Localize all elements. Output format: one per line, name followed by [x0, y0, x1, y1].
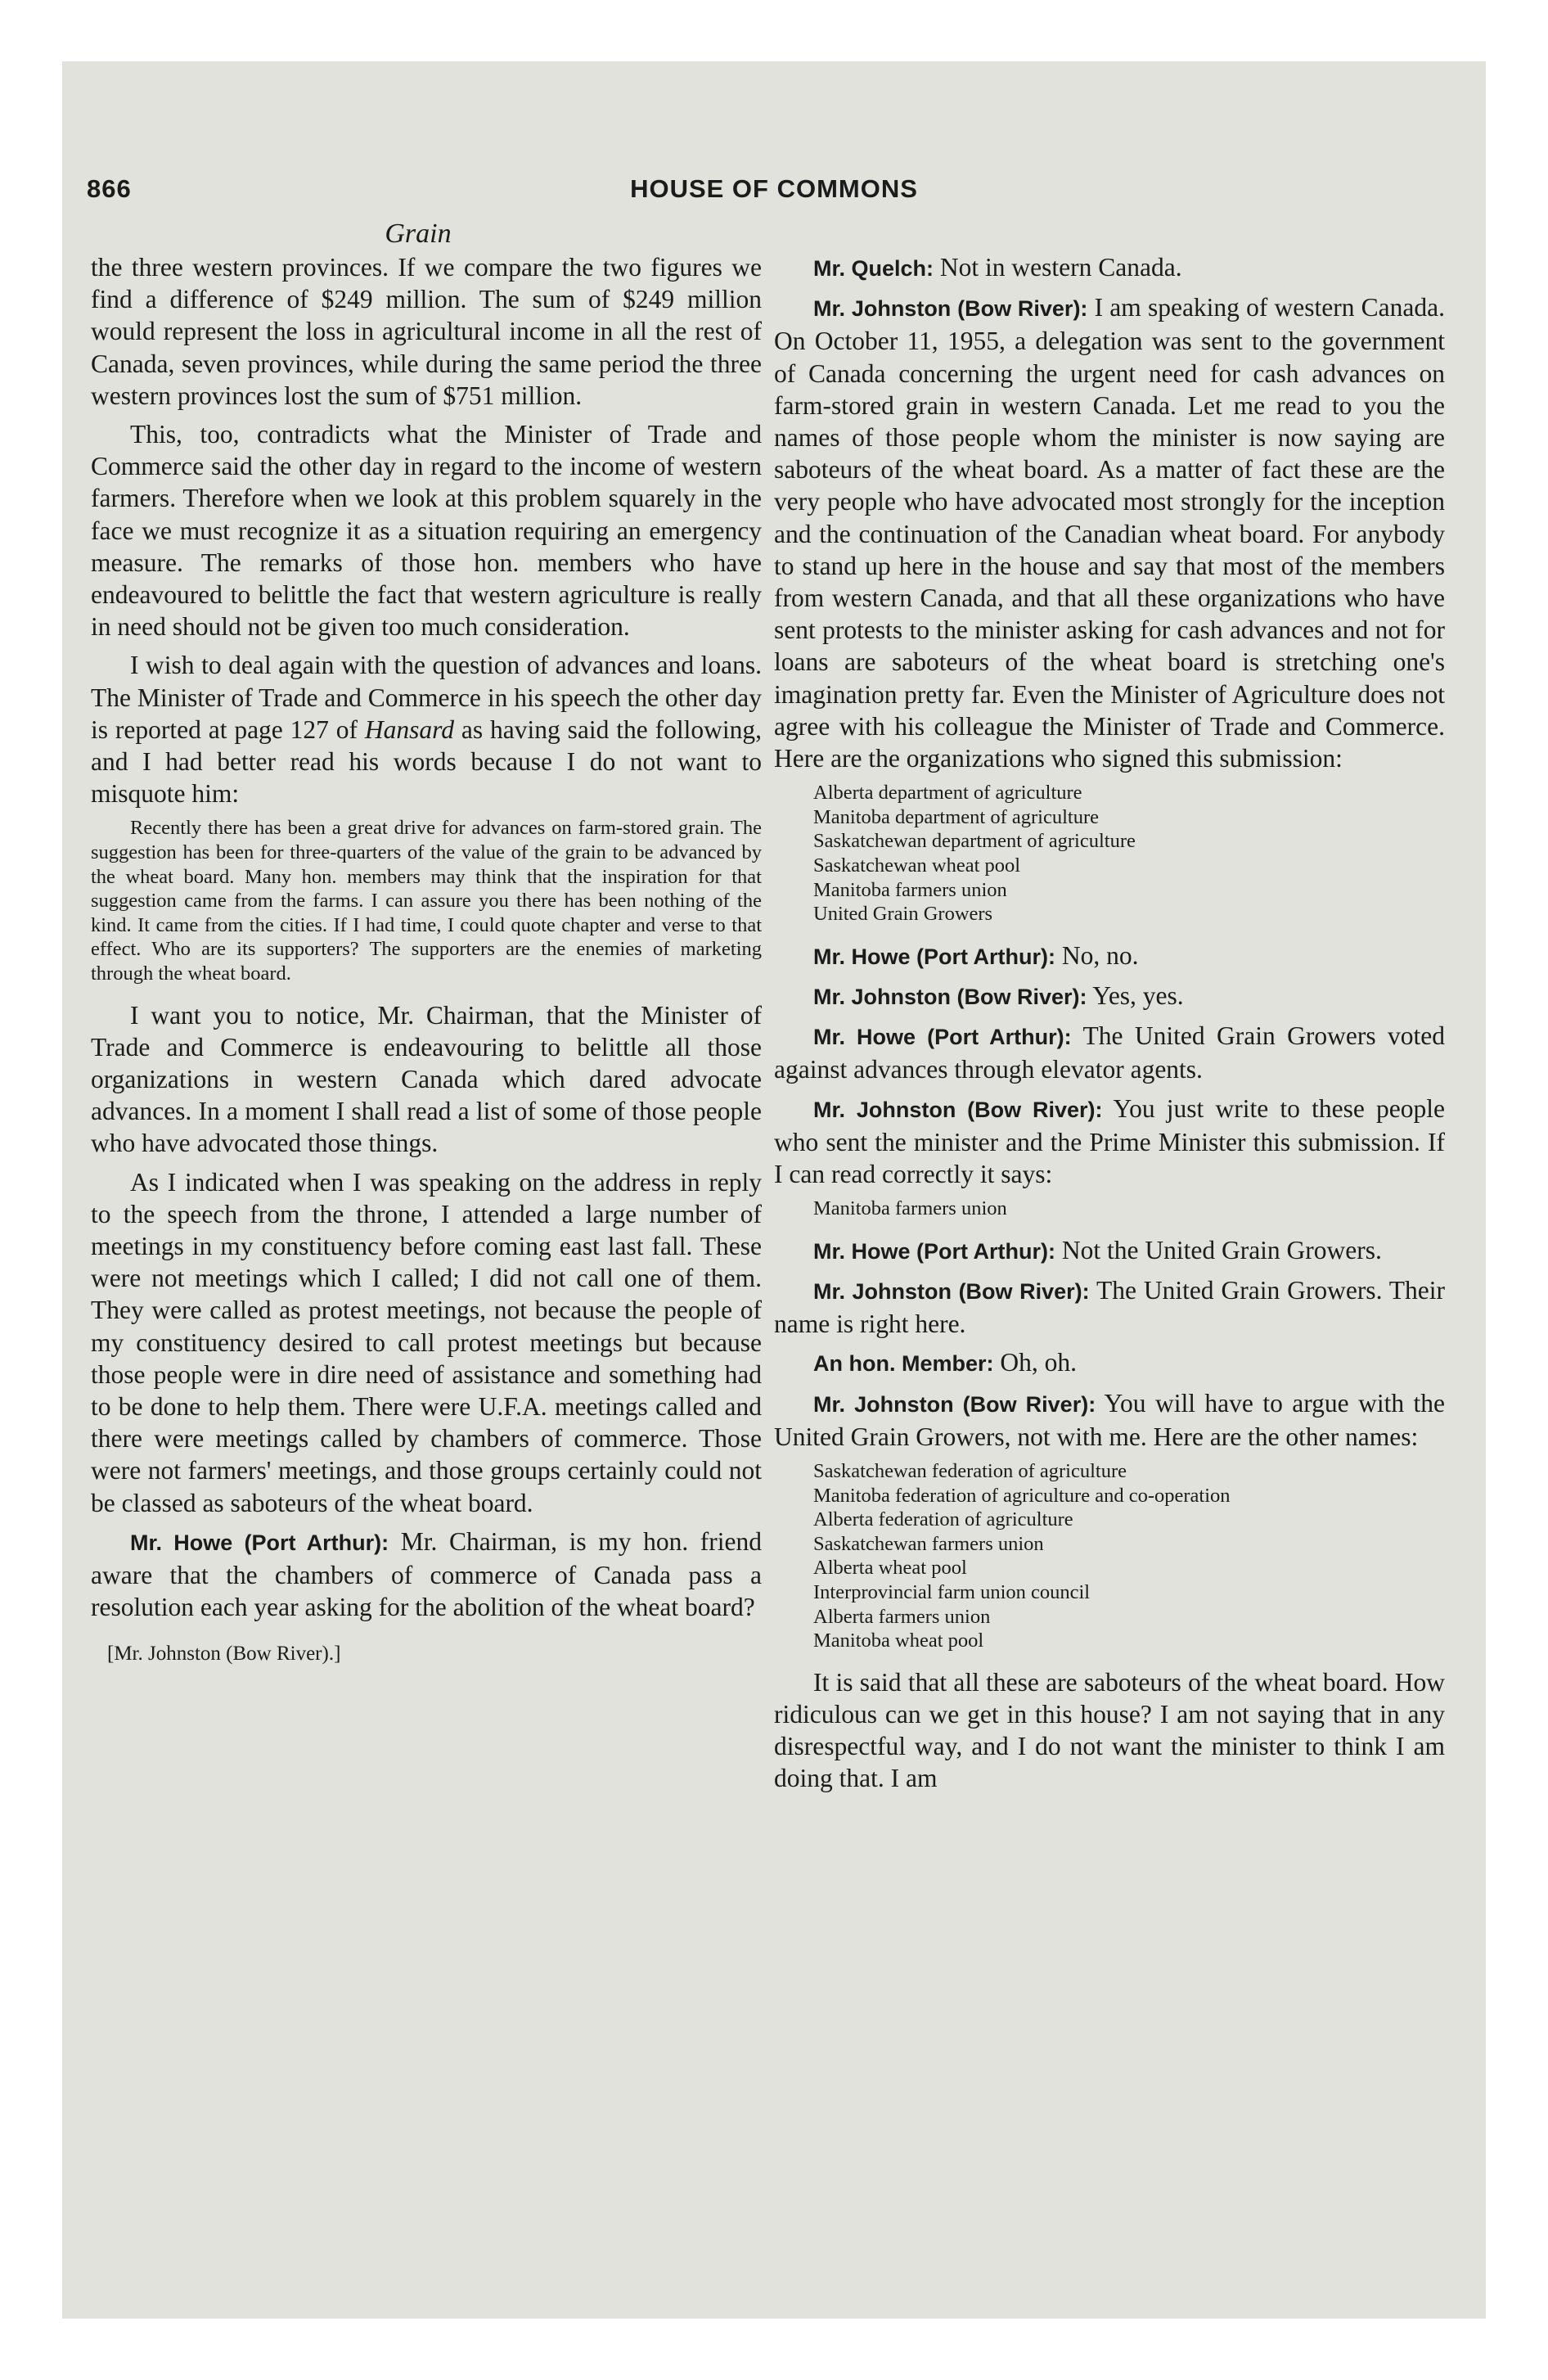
speech-johnston: [774, 1093, 1445, 1191]
list-item: Saskatchewan wheat pool: [813, 854, 1021, 877]
speech-text: Mr. Chairman, is my hon. friend aware that the chambers of commerce of Canada pass a resolution each year asking for the abolition of the wheat board?: [91, 1526, 762, 1622]
speech-text: Not in western Canada.: [934, 253, 1182, 282]
list-item: Manitoba federation of agriculture and co-operation: [813, 1484, 1231, 1507]
list-item: Alberta federation of agriculture: [813, 1508, 1073, 1531]
speaker-name: Mr. Johnston (Bow River):: [813, 985, 1087, 1010]
speech-text: Oh, oh.: [993, 1348, 1077, 1377]
section-title: Grain: [385, 219, 452, 249]
list-item: Saskatchewan department of agriculture: [813, 830, 1136, 853]
list-item: Alberta wheat pool: [813, 1557, 967, 1580]
page-header: [87, 174, 1461, 215]
organization-list: [813, 781, 1445, 926]
list-item: Saskatchewan farmers union: [813, 1532, 1044, 1555]
speaker-name: Mr. Howe (Port Arthur):: [813, 1238, 1055, 1264]
paragraph: It is said that all these are saboteurs of the wheat board. How ridiculous can we get in this house? I am not saying that in any disrespectful way, and I do not want the minister to think I am doing that. I am: [774, 1667, 1445, 1793]
speech-text: You will have to argue with the United Grain Growers, not with me. Here are the other names:: [774, 1388, 1445, 1451]
left-column: [91, 251, 762, 1670]
speech-text: The United Grain Growers voted against advances through elevator agents.: [774, 1021, 1445, 1084]
right-column: [774, 251, 1445, 1801]
speaker-name: Mr. Johnston (Bow River):: [813, 1279, 1090, 1305]
speech-quelch: [774, 251, 1445, 285]
page-title: HOUSE OF COMMONS: [630, 174, 918, 203]
speaker-name: Mr. Johnston (Bow River):: [813, 296, 1088, 322]
list-item: Manitoba farmers union: [813, 878, 1007, 901]
paragraph: I want you to notice, Mr. Chairman, that the Minister of Trade and Commerce is endeavouring to belittle all those organizations in western Canada which dared advocate advances. In a moment I shall read a list of some of those people who have advocated those things.: [91, 1000, 762, 1158]
text-run: I wish to deal again with the question of advances and loans. The Minister of Trade and Commerce in his speech the other day is reported at page 127 of: [91, 651, 762, 744]
speaker-name: Mr. Howe (Port Arthur):: [813, 944, 1055, 969]
paragraph: This, too, contradicts what the Minister of Trade and Commerce said the other day in regard to the income of western farmers. Therefore when we look at this problem squarely in the face we must recognize it as a situation requiring an emergency measure. The remarks of those hon. members who have endeavoured to belittle the fact that western agriculture is really in need should not be given too much consideration.: [91, 420, 762, 642]
speech-text: Not the United Grain Growers.: [1055, 1235, 1382, 1264]
block-quote: Recently there has been a great drive for advances on farm-stored grain. The suggestion has been for three-quarters of the value of the grain to be advanced by the wheat board. Many hon. members may think that the inspiration for that suggestion came from the farms. I can assure you there has been nothing of the kind. It came from the cities. If I had time, I could quote chapter and verse to that effect. Who are its supporters? The supporters are the enemies of marketing through the wheat board.: [91, 817, 762, 985]
speech-howe: [91, 1526, 762, 1624]
speaker-name: Mr. Johnston (Bow River):: [813, 1097, 1103, 1122]
speech-johnston: [774, 980, 1445, 1013]
list-item: Alberta farmers union: [813, 1605, 991, 1628]
document-page: [62, 61, 1486, 2319]
list-item: Manitoba wheat pool: [813, 1629, 984, 1652]
hansard-citation: Hansard: [364, 714, 455, 744]
speech-johnston: [774, 291, 1445, 774]
speaker-name: Mr. Howe (Port Arthur):: [813, 1025, 1072, 1050]
paragraph: the three western provinces. If we compare the two figures we find a difference of $249 million. The sum of $249 million would represent the loss in agricultural income in all the rest of Canada, seven provinces, while during the same period the three western provinces lost the sum of $751 million.: [91, 253, 762, 410]
list-item: Manitoba farmers union: [813, 1197, 1007, 1220]
list-item: Alberta department of agriculture: [813, 782, 1082, 805]
organization-list: [813, 1459, 1445, 1653]
speech-johnston: [774, 1387, 1445, 1453]
speech-howe: [774, 1020, 1445, 1085]
page-number: 866: [87, 174, 132, 203]
list-item: Saskatchewan federation of agriculture: [813, 1460, 1127, 1483]
speech-johnston: [774, 1274, 1445, 1340]
speech-text: The United Grain Growers. Their name is right here.: [774, 1276, 1445, 1339]
speaker-name: Mr. Howe (Port Arthur):: [130, 1530, 389, 1555]
list-item: Manitoba department of agriculture: [813, 805, 1099, 828]
paragraph: [91, 649, 762, 809]
speaker-name: Mr. Quelch:: [813, 256, 934, 281]
footer-attribution: [Mr. Johnston (Bow River).]: [107, 1643, 341, 1666]
organization-list: [813, 1197, 1445, 1221]
speech-text: Yes, yes.: [1087, 981, 1184, 1011]
paragraph: As I indicated when I was speaking on the address in reply to the speech from the throne, I attended a large number of meetings in my constituency before coming east last fall. These were not meetings which I called; I did not call one of them. They were called as protest meetings, not because the people of my constituency desired to call protest meetings but because those people were in dire need of assistance and something had to be done to help them. There were U.F.A. meetings called and there were meetings called by chambers of commerce. Those were not farmers' meetings, and those groups certainly could not be classed as saboteurs of the wheat board.: [91, 1167, 762, 1517]
speech-member: [774, 1346, 1445, 1380]
speech-howe: [774, 1234, 1445, 1268]
speaker-name: An hon. Member:: [813, 1351, 994, 1377]
speech-text: I am speaking of western Canada. On October 11, 1955, a delegation was sent to the government of Canada concerning the urgent need for cash advances on farm-stored grain in western Canada. Let me read to you the names of those people whom the minister is now saying are saboteurs of the wheat board. As a matter of fact these are the very people who have advocated most strongly for the inception and the continuation of the Canadian wheat board. For anybody to stand up here in the house and say that most of the members from western Canada, and that all these organizations who have sent protests to the minister asking for cash advances and not for loans are saboteurs of the wheat board is stretching one's imagination pretty far. Even the Minister of Agriculture does not agree with his colleague the Minister of Trade and Commerce. Here are the organizations who signed this submission:: [774, 293, 1445, 773]
speech-text: You just write to these people who sent the minister and the Prime Minister this submission. If I can read correctly it says:: [774, 1093, 1445, 1189]
speaker-name: Mr. Johnston (Bow River):: [813, 1391, 1096, 1417]
speech-howe: [774, 940, 1445, 973]
list-item: Interprovincial farm union council: [813, 1581, 1091, 1604]
speech-text: No, no.: [1055, 940, 1139, 970]
text-run: as having said the following, and I had better read his words because I do not want to misquote him:: [91, 714, 762, 809]
list-item: United Grain Growers: [813, 903, 993, 926]
